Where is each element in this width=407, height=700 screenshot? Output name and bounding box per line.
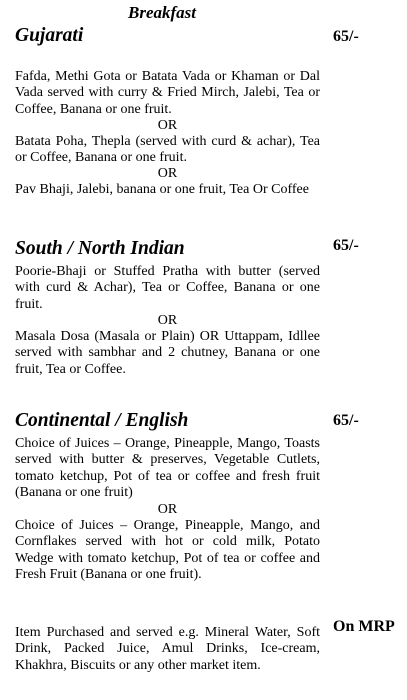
price-gujarati: 65/-: [333, 28, 359, 45]
or-separator: OR: [157, 502, 178, 517]
continental-option-2: Choice of Juices – Orange, Pineapple, Mango, and Cornflakes served with hot or cold milk, Potato Wedge with tomato ketchup, Pot of tea or coffee and Fresh Fruit (Banana or one fruit).: [15, 518, 320, 582]
gujarati-option-3: Pav Bhaji, Jalebi, banana or one fruit, Tea Or Coffee: [15, 182, 309, 197]
price-market-items: On MRP: [333, 618, 395, 635]
south-north-option-2: Masala Dosa (Masala or Plain) OR Uttappam, Idllee served with sambhar and 2 chutney, Banana or one fruit, Tea or Coffee.: [15, 329, 320, 377]
section-title-gujarati: Gujarati: [15, 25, 84, 46]
continental-option-1: Choice of Juices – Orange, Pineapple, Mango, Toasts served with butter & preserves, Vegetable Cutlets, tomato ketchup, Pot of tea or coffee and fresh fruit (Banana or one fruit): [15, 436, 320, 500]
price-continental-english: 65/-: [333, 412, 359, 429]
price-south-north-indian: 65/-: [333, 237, 359, 254]
gujarati-option-1: Fafda, Methi Gota or Batata Vada or Khaman or Dal Vada served with curry & Fried Mirch, Jalebi, Tea or Coffee, Banana or one fruit.: [15, 69, 320, 117]
page-title: Breakfast: [128, 3, 196, 22]
section-title-south-north-indian: South / North Indian: [15, 238, 185, 259]
or-separator: OR: [157, 313, 178, 328]
market-items-note: Item Purchased and served e.g. Mineral Water, Soft Drink, Packed Juice, Amul Drinks, Ice-cream, Khakhra, Biscuits or any other market item.: [15, 625, 320, 673]
or-separator: OR: [157, 166, 178, 181]
gujarati-option-2: Batata Poha, Thepla (served with curd & achar), Tea or Coffee, Banana or one fruit.: [15, 134, 320, 166]
south-north-option-1: Poorie-Bhaji or Stuffed Pratha with butter (served with curd & Achar), Tea or Coffee, Banana or one fruit.: [15, 264, 320, 312]
or-separator: OR: [157, 118, 178, 133]
section-title-continental-english: Continental / English: [15, 410, 189, 431]
